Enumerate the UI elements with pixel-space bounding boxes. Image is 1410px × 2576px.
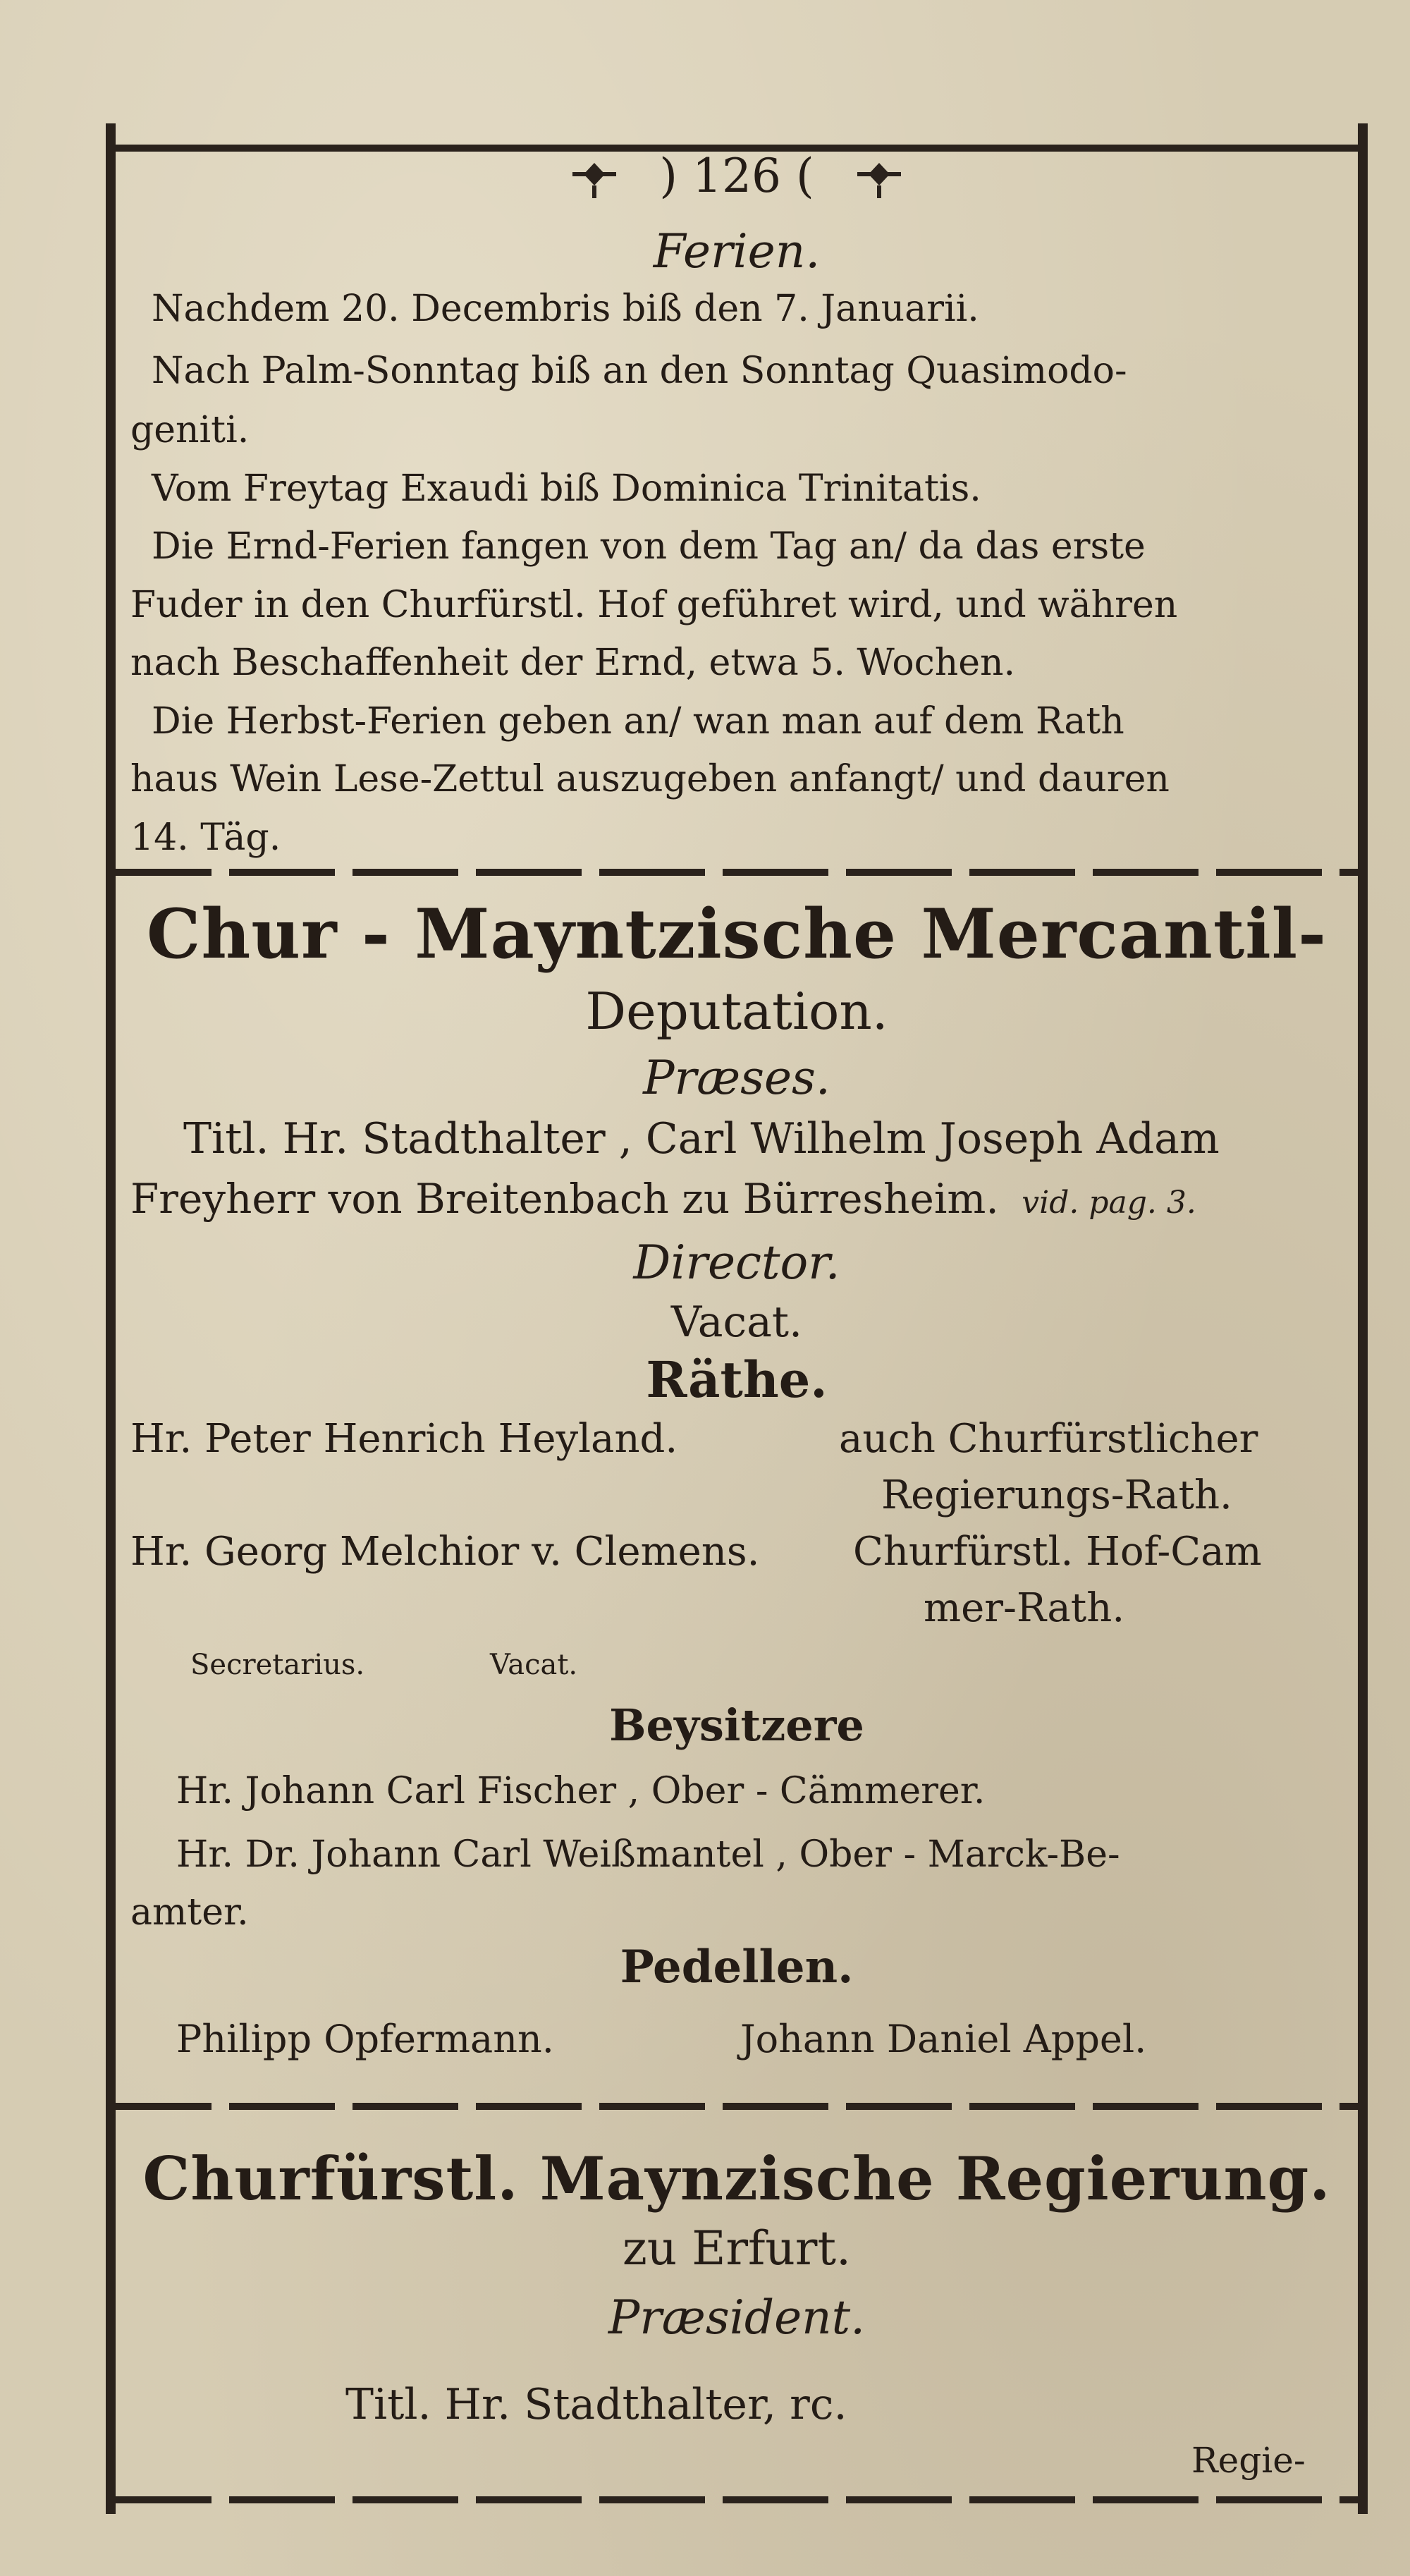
ferien-line-5: Die Ernd-Ferien fangen von dem Tag an/ da das erste [152,525,1146,568]
rat-1-name: Hr. Peter Henrich Heyland. [130,1416,678,1462]
praesident-heading: Præsident. [608,2290,866,2345]
ferien-line-9: haus Wein Lese-Zettul auszugeben anfangt/ und dauren [130,758,1170,800]
bottom-rule [106,2496,1368,2503]
mercantil-title-1: Chur - Mayntzische Mercantil- [147,894,1327,974]
mercantil-title-2: Deputation. [585,982,888,1041]
praesident-line: Titl. Hr. Stadthalter, rc. [345,2380,847,2429]
rat-1-title-a: auch Churfürstlicher [839,1416,1258,1462]
ferien-heading: Ferien. [653,224,821,279]
ferien-line-6: Fuder in den Churfürstl. Hof geführet wird, und währen [130,584,1178,626]
beysitzere-heading: Beysitzere [609,1699,864,1751]
ferien-line-10: 14. Täg. [130,817,281,859]
praeses-line-2-text: Freyherr von Breitenbach zu Bürresheim. [130,1175,999,1223]
section-divider-1 [106,869,1368,876]
rat-2-title-a: Churfürstl. Hof-Cam [853,1529,1262,1575]
praeses-heading: Præses. [643,1051,830,1105]
rat-2-name: Hr. Georg Melchior v. Clemens. [130,1529,760,1575]
ferien-line-4: Vom Freytag Exaudi biß Dominica Trinitatis. [152,468,981,510]
ferien-line-1: Nachdem 20. Decembris biß den 7. Januarii. [152,288,979,330]
pedell-1: Philipp Opfermann. [176,2017,554,2061]
ferien-line-7: nach Beschaffenheit der Ernd, etwa 5. Wochen. [130,642,1016,684]
director-heading: Director. [633,1235,840,1290]
fleuron-left-icon [570,159,619,201]
catchword: Regie- [1191,2440,1306,2481]
praeses-line-1: Titl. Hr. Stadthalter , Carl Wilhelm Joseph Adam [183,1114,1220,1164]
section-divider-2 [106,2103,1368,2110]
secretarius-value: Vacat. [490,1649,578,1681]
praeses-line-2 [130,1175,1196,1223]
page-number: ) 126 ( [659,149,814,203]
beysitzer-2-line-1: Hr. Dr. Johann Carl Weißmantel , Ober - Marck-Be- [176,1833,1120,1876]
fleuron-right-icon [854,159,904,201]
rat-2-title-b: mer-Rath. [924,1585,1125,1631]
pedell-2: Johann Daniel Appel. [740,2017,1147,2061]
praeses-page-ref: vid. pag. 3. [1022,1185,1196,1221]
pedellen-heading: Pedellen. [620,1941,854,1994]
beysitzer-2-line-2: amter. [130,1891,249,1934]
rat-1-title-b: Regierungs-Rath. [881,1472,1232,1518]
director-value: Vacat. [670,1298,803,1347]
ferien-line-8: Die Herbst-Ferien geben an/ wan man auf dem Rath [152,700,1124,743]
regierung-title-2: zu Erfurt. [623,2221,851,2276]
beysitzer-1: Hr. Johann Carl Fischer , Ober - Cämmerer. [176,1770,986,1812]
ferien-line-3: geniti. [130,409,250,451]
ferien-line-2: Nach Palm-Sonntag biß an den Sonntag Quasimodo- [152,350,1127,392]
raethe-heading: Räthe. [646,1350,828,1409]
secretarius-label: Secretarius. [190,1649,365,1681]
regierung-title-1: Churfürstl. Maynzische Regierung. [142,2144,1331,2214]
page-header [106,145,1368,208]
